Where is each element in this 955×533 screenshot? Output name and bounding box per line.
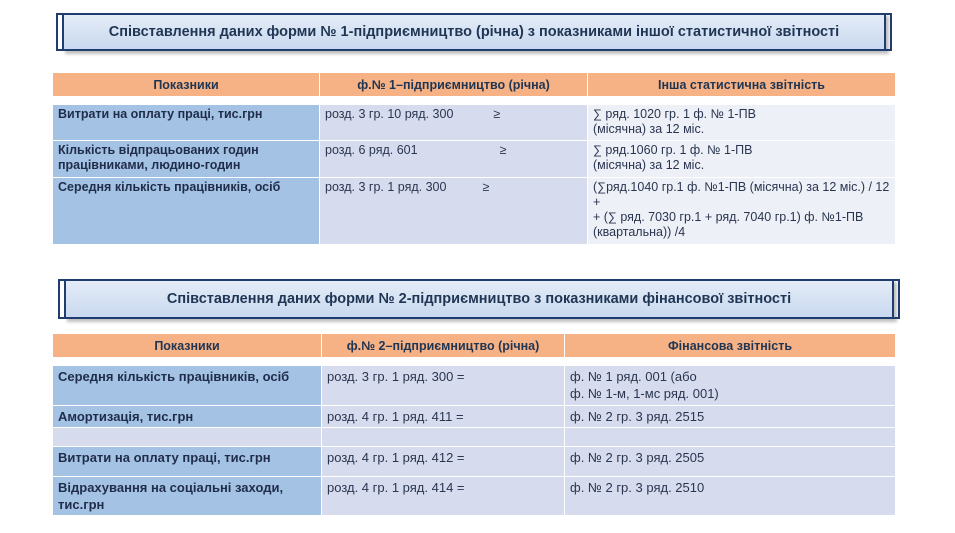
section1-title-banner [62, 13, 886, 51]
row-label: Амортизація, тис.грн [53, 406, 322, 428]
row-form-ref: розд. 3 гр. 10 ряд. 300 ≥ [320, 105, 588, 141]
row-financial-ref: ф. № 2 гр. 3 ряд. 2515 [565, 406, 896, 428]
empty-cell [565, 428, 896, 447]
table-row [53, 141, 896, 178]
table-row [53, 105, 896, 141]
row-form-ref: розд. 4 гр. 1 ряд. 412 = [322, 447, 565, 477]
table-row [53, 406, 896, 428]
row-label: Середня кількість працівників, осіб [53, 178, 320, 245]
row-comparison: ≥ [482, 180, 490, 194]
row-other-report: ∑ ряд. 1020 гр. 1 ф. № 1-ПВ (місячна) за 12 міс. [588, 105, 896, 141]
row-label: Відрахування на соціальні заходи, тис.грн [53, 477, 322, 516]
row-form-ref: розд. 6 ряд. 601 ≥ [320, 141, 588, 178]
table-row [53, 178, 896, 245]
section1-header-row [53, 73, 896, 97]
section1-header-indicators: Показники [53, 73, 320, 97]
row-label: Кількість відпрацьованих годин працівниками, людино-годин [53, 141, 320, 178]
row-comparison: ≥ [499, 143, 507, 157]
table-row [53, 366, 896, 406]
row-comparison: ≥ [493, 107, 501, 121]
row-financial-ref: ф. № 2 гр. 3 ряд. 2505 [565, 447, 896, 477]
section1-header-other: Інша статистична звітність [588, 73, 896, 97]
section1-table [52, 72, 896, 245]
section2-title-banner [64, 279, 894, 319]
row-financial-ref: ф. № 2 гр. 3 ряд. 2510 [565, 477, 896, 516]
section2-header-financial: Фінансова звітність [565, 334, 896, 358]
section2-header-form2: ф.№ 2–підприємництво (річна) [322, 334, 565, 358]
section2-title: Співставлення даних форми № 2-підприємництво з показниками фінансової звітності [166, 291, 792, 307]
section2-table [52, 333, 896, 516]
row-form-ref: розд. 4 гр. 1 ряд. 411 = [322, 406, 565, 428]
row-form-ref: розд. 3 гр. 1 ряд. 300 ≥ [320, 178, 588, 245]
row-label: Середня кількість працівників, осіб [53, 366, 322, 406]
row-other-report: ∑ ряд.1060 гр. 1 ф. № 1-ПВ (місячна) за 12 міс. [588, 141, 896, 178]
row-label: Витрати на оплату праці, тис.грн [53, 447, 322, 477]
row-other-report: (∑ряд.1040 гр.1 ф. №1-ПВ (місячна) за 12 міс.) / 12 + + (∑ ряд. 7030 гр.1 + ряд. 7040 гр.1) ф. №1-ПВ (квартальна)) /4 [588, 178, 896, 245]
row-financial-ref: ф. № 1 ряд. 001 (або ф. № 1-м, 1-мс ряд. 001) [565, 366, 896, 406]
table-row-empty [53, 428, 896, 447]
empty-cell [53, 428, 322, 447]
section2-header-indicators: Показники [53, 334, 322, 358]
row-form-ref: розд. 3 гр. 1 ряд. 300 = [322, 366, 565, 406]
section2-header-row [53, 334, 896, 358]
row-label: Витрати на оплату праці, тис.грн [53, 105, 320, 141]
table-row [53, 447, 896, 477]
row-form-ref: розд. 4 гр. 1 ряд. 414 = [322, 477, 565, 516]
table-row [53, 477, 896, 516]
section1-header-form1: ф.№ 1–підприємництво (річна) [320, 73, 588, 97]
empty-cell [322, 428, 565, 447]
section1-title: Співставлення даних форми № 1-підприємництво (річна) з показниками іншої статистичної звітності [108, 24, 840, 40]
